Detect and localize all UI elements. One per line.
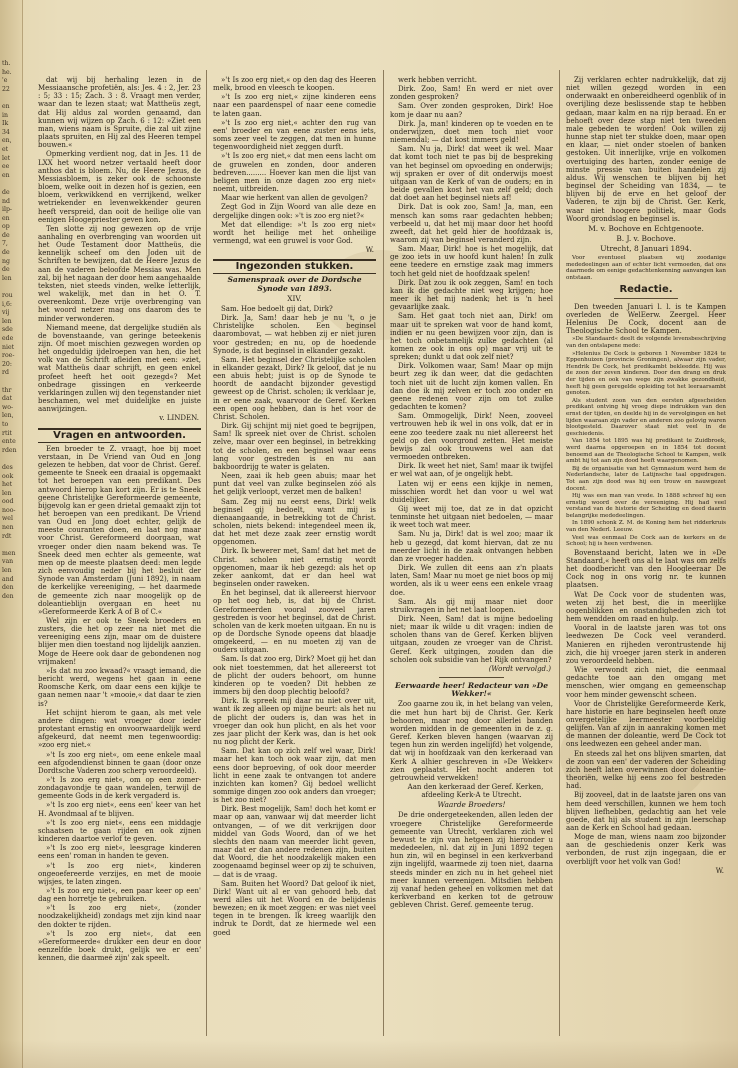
paragraph: Den tweeden Januari l. l. is te Kampen overleden de WelEerw. Zeergel. Heer Helenius De Cock, docent aan de Theologische School te Kampen. [566,302,726,336]
dialogue-line: Dirk. Ik spreek mij daar nu niet over uit, want ik zeg alleen op mijne beurt: als het nu de plicht der ouders is, dan was het in vroeger dan ook hun plicht, en als het voor zes jaar plicht der Kerk was, dan is het ook nu nog plicht der Kerk. [213,697,376,747]
paragraph: »Is dat nu zoo kwaad?« vraagt iemand, die bericht werd, wegens het gaan in eene Roomsche Kerk, om daar eens een kijkje te gaan nemen naar 't »mooie,« dat daar te zien is? [38,666,201,708]
paragraph: »'t Is zoo erg niet,« achter den rug van een' broeder en van eene zuster eens iets, soms zeer veel te zeggen, dat men in hunne tegenwoordigheid niet zeggen durft. [213,118,376,152]
paragraph: Wat De Cock voor de studenten was, weten zij het best, die in meerlijke oogenblikken en onstandigheden zich tot hem wendden om raad en hulp. [566,590,726,624]
dialogue-line: Sam. Buiten het Woord? Dat geloof ik niet, Dirk! Want uit al er van gehoord heb, dat werd alles uit het Woord en de belijdenis bewezen; en ik moet zeggen: er was niet veel tegen in te brengen. Ik kreeg waarlijk den indruk te Dordt, dat ze hiermede wel een goed [213,879,376,937]
paragraph: Zegt God in Zijn Woord van alle deze en dergelijke dingen ook: »'t is zoo erg niet?« [213,203,376,220]
paragraph: Wie verwondt zich niet, die eenmaal gedachte toe aan den omgang met menschen, wier omgang en gemeenschap voor hem minder gewenscht scheen. [566,666,726,699]
signature-line: B. J. v. Bochove. [616,233,676,243]
paragraph: »'t Is zoo erg niet«, leesgrage kinderen eens een' roman in handen te geven. [38,844,201,861]
paragraph: Zij verklaren echter nadrukkelijk, dat zij niet willen gezegd worden in een onderwaakt en onbereidheerd ogenblik of in overijling deze beslissende stap te hebben gedaan, maar kalm en na rijp beraad. En er behoeft over deze stap niet ten tweeden male gebeden te worden! Ook willen zij hunne stap niet ter stukke doen, maar open en klaar, — niet onder stoelen of banken gestoken. Uit innerlijke, vrije en volkomen overtuiging des harten, zonder eenige de minste pressie van buiten handelen zij aldus. Wij wenschen te blijven bij het beginsel der Scheiding van 1834, — te blijven bij de erve en het geloof der Vaderen, te zijn bij de Christ. Ger. Kerk, waar niet hoogere politiek, maar Gods Woord grondslag en beginsel is. [566,76,726,223]
dialogue-line: Dirk. Dat zou ik ook zeggen, Sam! en toch kan ik die gedachte niet weg krijgen; hoe meer ik het mij nadenk; het is 'n heel gevaarlijke zaak. [390,278,553,312]
paragraph: »'t Is zoo erg niet«, een paar keer op een' dag een horretje te gebruiken. [38,887,201,904]
paragraph: »'t Is zoo erg niet«, eens een' keer van het H. Avondmaal af te blijven. [38,801,201,818]
paragraph: Met dat ellendige: »'t Is zoo erg niet« wordt het heilige met het onheilige vermengd, wat een gruwel is voor God. [213,220,376,245]
paragraph: »'t Is zoo erg niet«, (zonder noodzakelijkheid) zondags met zijn kind naar den dokter te rijden. [38,904,201,929]
paragraph: »'t Is zoo erg niet«, eens een middagje schaatsen te gaan rijden en ook zijnen kinderen daartoe verlof te geven. [38,818,201,844]
dialogue-line: Dirk. Neen, Sam! dat is mijne bedoeling niet; maar ik wilde u dit vragen: indien de scholen thans van de Geref. Kerken blijven uitgaan, zouden ze vroeger van de Christ. Geref. Kerk uitgingen, zouden dan die scholen ook subsidie van het Rijk ontvangen? [390,615,553,664]
paragraph: Opmerking verdient nog, dat in Jes. 11 de LXX het woord netzer vertaald heeft door anthos dat is bloem. Nu, de Heere Jezus, de Messiasbloem, is zeker ook de schoonste bloem, welke ooit in dezen hof is gezien, een bloem, verkwikkend en verrijkend, welker wetriekender en levenwekkender geuren heeft verspreid, dan ooit de heilige olie van eenigen Hoogepriester geven kon. [38,150,201,224]
quote-paragraph: Als student zoon van den eersten afgescheiden predikant ontving hij vroeg diepe indrukken van den ernst der tijden, en deelde hij in de vervolgingen en het lijden waaraan zijn vader en anderen zoo gelovig waren blootgesteld. Daarover staat niet veel in de geschiedenis. [566,397,726,437]
column-rule [383,70,384,1036]
letter-address: Aan den kerkeraad der Geref. Kerken, afdeeling Kerk-A te Utrecht. [407,782,544,800]
editor-note: Voor eventueel plaatsen wij zoodanige mededeelingen aan of echter licht vermoeden, dat ons daarmede om eenige gedachtenkenning aanvangen kan ontstaan. [566,255,726,282]
quote-paragraph: Van 1854 tot 1895 was hij predikant te Zuidbroek, werd daarna opgeroepen en in 1854 tot docent benoemd aan de Theologische School te Kampen, welk ambt hij tot aan zijn dood heeft waargenomen. [566,438,726,465]
dialogue-line: Sam. Hoe bedoelt gij dat, Dirk? [221,304,333,313]
signature-line: M. v. Bochove en Echtgenoote. [588,223,704,233]
quote-paragraph: In 1890 schonk Z. M. de Koning hem het ridderkruis van den Nederl. Leeuw. [566,520,726,534]
dialogue-line: Sam. Als gij mij maar niet door struikvragen in het net laat loopen. [390,597,553,614]
quote-paragraph: »De Standaard« deelt de volgende levensbeschrijving van den ontslapene mede: [566,336,726,350]
dialogue-line: Sam. Nu ja, Dirk! dat weet ik wel. Maar dat komt toch niet te pas bij de bespreking van het beginsel om opvoeding en onderwijs; wij spraken er over of dit onderwijs moest uitgaan van de Kerk of van de ouders; en in beide gevallen kost het van zelf geld; doch dat doet aan het beginsel niets af! [390,145,553,203]
dialogue-line: Sam. Het gaat toch niet aan, Dirk! om maar uit te spreken wat voor de hand komt, indien er nu geen bewijzen voor zijn, dan is het toch onbetamelijk zulke gedachten (al komen ze ook in ons op) maar vrij uit te spreken; dunkt u dat ook zelf niet? [390,312,553,362]
dialogue-line: Sam. Is dat zoo erg, Dirk? Moet gij het dan ook niet toestemmen, dat het allereerst tot de plicht der ouders behoort, om hunne kinderen op te voeden? Dit hebben ze immers bij den doop plechtig beloofd? [213,655,376,697]
dialogue-line: Dirk. Dat is ook zoo, Sam! Ja, man, een mensch kan soms raar gedachten hebben; verbeeld u, dat het mij maar door het hoofd zweeft, dat het geld hier de hoofdzaak is, waarom zij van beginsel veranderd zijn. [390,203,553,244]
dialogue-line: Sam. Ommogelijk, Dirk! Neen, zooveel vertrouwen heb ik wel in ons volk, dat er in eene zoo teedere zaak nu niet allereerst het geld op den voorgrond zetten. Het meiste bewijs zal ook trouwens wel aan dat vermoeden ontbreken. [390,412,553,462]
quote-paragraph: Hij was een man van vrede. In 1888 schreef hij een ernstig woord over de vereeniging. Hij had veel verstand van de historie der Scheiding en deed daarin belangrijke mededeelingen. [566,493,726,519]
paragraph: dat wij bij herhaling lezen in de Messiaansche profetiën, als: Jes. 4 : 2, Jer. 23 : 5; 33 : 15; Zach. 3 : 8. Vraagt men verder, waar dan te lezen staat; wat Mattheüs zegt, dat Hij aldus zal worden genaamd, dan kunnen wij wijzen op Zach. 6 : 12: »Ziet een man, wiens naam is Spruite, die zal uit zijne plaats spruiten, en Hij zal des Heeren tempel bouwen.« [38,76,201,150]
paragraph: Voor de Christelijke Gereformeerde Kerk, hare historie en hare beginselen heeft onze onvergetelijke leermeester voorbeeldig gelijfen. Van af zijn in aanraking komen met de mannen der doleantie, werd De Cock tot ons leedwezen een geheel ander man. [566,699,726,749]
dialogue-line: Dirk. Ik bewerer met, Sam! dat het met de Christ. scholen niet ernstig wordt opgenomen, maar ik heb gezegd: als het op zeker aankomt, dat er dan heel wat beginselen onder raweken. [213,547,376,589]
dialogue-line: Dirk. Best mogelijk, Sam! doch het komt er maar op aan, vanwaar wij dat meerder licht ontvangen, — of we dit verkrijgen door middel van Gods Woord, dan of we het slechts den naam van meerder licht geven, maar dat er dan andere redenen zijn, buiten dat Woord, die het noodzakelijk maken een zoogenaamd beginsel weer op zij te schuiven, — dat is de vraag. [213,805,376,879]
paragraph: De drie ondergeteekenden, allen leden der vroegere Christelijke Gereformeerde gemeente van Utrecht, verklaren zich wel bewust te zijn van hetgeen zij hieronder u mededeelen, nl. dat zij in Juni 1892 tegen hun zin, wil en beginsel in een kerkverband zijn ingelijfd, waarmede zij toen niet, daarna steeds minder en zich nu in het geheel niet meer kunnen vereenigen. Mitsdien hebben zij vanaf heden geheel en volkomen met dat kerkverband en kerken tot de getrouw gebleven Christ. Geref. gemeente terug. [390,811,553,910]
paragraph: »'t Is zoo erg niet,« dat men eens lacht om de gruwelen en zonden, door anderen bedreven......... Hoever kan men die lijst van beligen men in onze dagen zoo erg niet« noemt, uitbreiden. [213,152,376,194]
paragraph: En steeds zal het ons blijven smarten, dat de zoon van een' der vaderen der Scheiding zich heeft laten overwinnen door doleantie-theoriën, welke hij eens zoo fel bestreden had. [566,749,726,791]
paragraph: Maar wie herkent van allen de gevolgen? [221,194,368,203]
signature: W. [365,246,374,255]
dialogue-line: Sam. Maar, Dirk! hoe is het mogelijk, dat ge zoo iets in uw hoofd kunt halen! In zulk eene teedere en ernstige zaak mag immers toch het geld niet de hoofdzaak spelen! [390,245,553,278]
dialogue-line: Dirk. Zoo, Sam! En werd er niet over zonden gesproken? [390,85,553,102]
part-number: XIV. [287,293,302,303]
signature-line: Utrecht, 8 Januari 1894. [600,244,692,254]
signature: W. [715,866,724,875]
signature: v. LINDEN. [159,414,199,423]
section-heading: Ingezonden stukken. [213,259,376,274]
column-rule [559,70,560,1036]
dialogue-line: Dirk. Volkomen waar, Sam! Maar op mijn beurt zeg ik dan weer, dat die gedachten toch niet uit de lucht zijn komen vallen. En dan doe ik mij zelven er toch zoo onder en geene redenen voor zijn om tot zulke gedachten te komen? [390,362,553,412]
column-rule [206,70,207,1036]
dialogue-line: Sam. Nu ja, Dirk! dat is wel zoo; maar ik heb u gezegd, dat komt hiervan, dat ze nu meerder licht in de zaak ontvangen hebben dan ze vroeger hadden. [390,530,553,563]
quote-paragraph: »Helenius De Cock is geboren 1 November 1824 te Eppenhuizen (provincie Groningen), alwaar zijn vader, Hendrik De Cock, het predikambt bekleedde. Hij was de zoon der zeven kinderen. Door den drang en druk der tijden en ook van wege zijn zwakke gezondheid, heeft hij geen geregelde opleiding tot het leeraarsambt genoten. [566,350,726,397]
paragraph: Niemand meene, dat dergelijke studiën als de bovenstaande, van geringe beteekenis zijn. Of moet mischien gezwegen worden op het ongeduldig ijdelroepen van hen, die het volk van de Schrift afleiden met een: »ziet, wat Mattheüs daar schrijft, en geen enkel profeet heeft het ooit gezegd«? Met onbedrage gissingen en verkeerde verklaringen zullen wij den tegenstander niet beschamen, wel met duidelijke en juiste aanwijzingen. [38,323,201,414]
dialogue-line: Neen, zaai ik heb geen abuis; maar het punt dat veel van zulke beginselen zóó als het gelijk verloopt, verzet men de balken! [213,472,376,497]
dialogue-line: En het beginsel, dat ik allereerst hiervoor op het oog heb, is, dat bij de Christ. Gereformeerden vooral zooveel jaren gestreden is voor het beginsel, dat de Christ. scholen van de kerk moeten uitgaan. En nu is op de Dordsche Synode opeens dat blaadje omgekeerd, — en nu moeten zij van de ouders uitgaan. [213,589,376,655]
obituary-quote [566,336,726,547]
paragraph: Bovenstaand bericht, laten we in »De Standaard,« heeft ons al te laat was om zelfs het doodbericht van den Hoogleeraar De Cock nog in ons vorig nr. te kunnen plaatsen. [566,548,726,590]
dialogue-line: Dirk. Ja, man! kinderen op te voeden en te onderwijzen, doet men toch niet voor niemendal; — dat kost immers geld! [390,119,553,145]
dialogue-line: Dirk. Ja, Sam! daar heb je nu 't, o je Christelijke scholen. Een beginsel daarombovat, — wat hebben zij er niet juren voor gestreden; en nu, op de hoedende Synode, is dat beginsel in elkander gezakt. [213,314,376,355]
dialogue-line: Sam. Dat kan op zich zelf wel waar, Dirk! maar het kan toch ook waar zijn, dat men eens door beproeving, of ook door meerder licht in eene zaak te ontvangen tot andere inzichten kan komen? Gij bedoel wellicht sommige dingen zoo ook anders dan vroeger; is het zoo niet? [213,747,376,805]
continued-note: (Wordt vervolgd.) [488,664,551,673]
paragraph: »'t Is zoo erg niet«, kinderen ongeoefereerde verzijes, en met de mooie wijsjes, te laten zingen. [38,861,201,886]
paragraph: »'t Is zoo erg niet,« zijne kinderen eens naar een paardenspel of naar eene comedie te laten gaan. [213,93,376,118]
previous-page-edge [0,0,23,1068]
dialogue-line: Laten wij er eens een kijkje in nemen, misschien wordt het dan voor u wel wat duidelijker. [390,479,553,504]
paragraph: Ten slotte zij nog gewezen op de vrije aanhaling en overbrenging van woorden uit het Oude Testament door Mattheüs, die kennelijk scheef om den Joden uit de Schriften te bewijzen, dat de Heere Jezus de aan de vaderen beloofde Messias was. Men zal, bij het nagaan der door hem aangehaalde teksten, niet steeds vinden, welke letterlijk, wel wakelijk, met dan in het O. T. overeenkomt. Deze vrije overbrenging van het woord netzer mag ons daarom des te minder verwonderen. [38,224,201,323]
gutter-text: th. he. 'e 22 en in Ik 34 en, et let ee en de nd ilp- en op de 7, de ng de len rou i,6: vij len sde ede niet roe- 20: rd thr dat wo- len, to rtit ente rden des ook het len ood noo- wel nen rdt men van len and den den [2,60,17,600]
paragraph: »'t Is zoo erg niet,« op den dag des Heeren melk, brood en vleesch te koopen. [213,76,376,93]
column-3 [390,76,553,1038]
column-4 [566,76,726,1038]
quote-paragraph: Bij de organisatie van het Gymnasium werd hem de Nederlandsche, later de Latijnsche taal opgedragen. Tot aan zijn dood was hij een trouw en nauwgezet docent. [566,465,726,492]
paragraph: »'t Is zoo erg niet«, om op een zomer-zondagavondje te gaan wandelen, terwijl de gemeente Gods in de kerk vergaderd is. [38,775,201,801]
dialogue-line: Sam. Zeg mij nu eerst eens, Dirk! welk beginsel gij bedoelt, want mij is dienaangaande, in betrekking tot de Christ. scholen, niets bekend: integendeel meen ik, dat het met deze zaak zeer ernstig wordt opgenomen. [213,497,376,547]
paragraph: Wel zijn er ook te Sneek broeders en zusters, die het op zeer na niet met die vereeniging eens zijn, maar om de duistere blijer men dien toestand nog lijdelijk aanzien. Moge de Heere ook daar de gebondenen nog vrijmaken! [38,617,201,666]
dialogue-line: Dirk. We zullen dit eens aan z'n plaats laten, Sam! Maar nu moet ge niet boos op mij worden, als ik u weer eens een enkele vraag doe. [390,564,553,597]
column-1 [38,76,201,1038]
paragraph: Het schijnt hierom te gaan, als met vele andere dingen: wat vroeger door ieder protestant ernstig en onvoorwaardelijk werd afgekeurd, dat neemt men tegenwoordig: »zoo erg niet.« [38,708,201,750]
dialogue-line: Dirk. Ik weet het niet, Sam! maar ik twijfel er wel wat aan, of je ongelijk hebt. [390,462,553,479]
letter-heading: Eerwaarde heer! Redacteur van »De Wekker!« [394,681,549,699]
quote-paragraph: Veel was eenmaal De Cock aan de kerkers en de School; hij is heen verdwenen. [566,534,726,548]
dialogue-line: Gij weet mij toe, dat ze in dat opzicht tenminste het uitgaan niet bedoelen, — maar ik weet toch wat meer. [390,504,553,530]
paragraph: Bij zooveel, dat in de laatste jaren ons van hem deed verschillen, kunnen we hem toch blijven liefhebben, gedachtig aan het vele goede, dat hij als student in zijn leerschap aan de Kerk en School had gedaan. [566,791,726,832]
page-bottom-shadow [0,1040,738,1068]
dialogue-line: Dirk. Gij schijnt mij niet goed te begrijpen, Sam! Ik spreek niet over de Christ. scholen zelve, maar over een beginsel, in betrekking tot de scholen, en een beginsel waar eens lang voor gestreden is en nu aan bakboordrijg te water is gelaten. [213,422,376,471]
salutation: Waarde Broeders! [437,800,506,810]
dialogue-line: Sam. Het beginsel der Christelijke scholen in elkander gezakt, Dirk? Ik geloof, dat je nu een abuis hebt; juist is op de Synode te hoordt de aandacht bijzonder gevestigd geweest op de Christ. scholen; ik verklaar je, in er eene zaak, waarvoor de Geref. Kerken een open oog hebben, dan is het voor de Christ. Scholen. [213,355,376,421]
paragraph: »'t Is zoo erg niet«, om eene enkele maal een afgodendienst binnen te gaan (door onze Dordtsche Vaderen zoo scherp veroordeeld). [38,750,201,775]
paragraph: »'t Is zoo erg niet«, dat een »Gereformeerde« drukker een deur en door eenzelfde boek drukt, gelijk we er een' kennen, die daarmeé zijn' zak speelt. [38,929,201,963]
dialogue-line: Sam. Over zonden gesproken, Dirk! Hoe kom je daar nu aan? [390,102,553,119]
divider [614,298,678,299]
paragraph: Zoo gaarne zou ik, in het belang van velen, die met hun hart bij de Christ. Ger. Kerk behooren, maar nog door allerlei banden worden midden in de gemeenten in de z. g. Geref. Kerken bleven hangen (waarvan zij tegen hun zin werden ingelijfd) het volgende, dat wij in hoofdzaak van den kerkeraad van Kerk A alhier geschreven in »De Wekker« zien geplaatst. Het nocht anderen tot getrouwheid verwekken! [390,700,553,782]
section-heading: Vragen en antwoorden. [38,428,201,443]
divider [439,677,504,678]
paragraph: Moge de man, wiens naam zoo bijzonder aan de geschiedenis onzer Kerk was verbonden, de rust zijn ingegaan, die er overblijft voor het volk van God! [566,833,726,866]
article-subheading: Samenspraak over de Dordsche Synode van 1893. [227,275,362,293]
section-heading: Redactie. [619,283,673,295]
paragraph: Vooral in de laatste jaren was tot ons leedwezen De Cock veel veranderd. Manieren en rijheden verontrustende hij zich, die hij vroeger jaren sterk in anderen zou veroordeeld hebben. [566,624,726,665]
column-2 [213,76,376,1038]
dialogue-line: werk hebben verricht. [398,76,477,84]
paragraph: Een broeder te Z. vraagt, hoe bij moet verstaan, in De Vriend van Oud en Jong gelezen te hebben, dat voor de Christ. Geref. gemeente te Sneek een draaial is opgemaakt tot het beroepen van een predikant. Des antwoord hierop kan kort zijn. Er is te Sneek geene Christelijke Gereformeerde gemeente, bijgevolg kan er geen drietal gemaakt zijn tot het beroepen van een predikant. De Vriend van Oud en Jong doet echter, gelijk de meeste couranten doen, en laat nog maar voor Christ. Gereformeerd doorgaan, wat vroeger onder dien naam bekend was. Te Sneek deed men echter als gemeente, wat men op de meeste plaatsen deed: men legde zich eenvoudig neder bij het besluit der Synode van Amsterdam (Juni 1892), in naam de kerkelijke vereeniging, — het daarmede de gemeente zich naar moogelijk op de doleantieblijn overgaan en heet nu »Gereformeerde Kerk A of B of C.« [38,444,201,616]
